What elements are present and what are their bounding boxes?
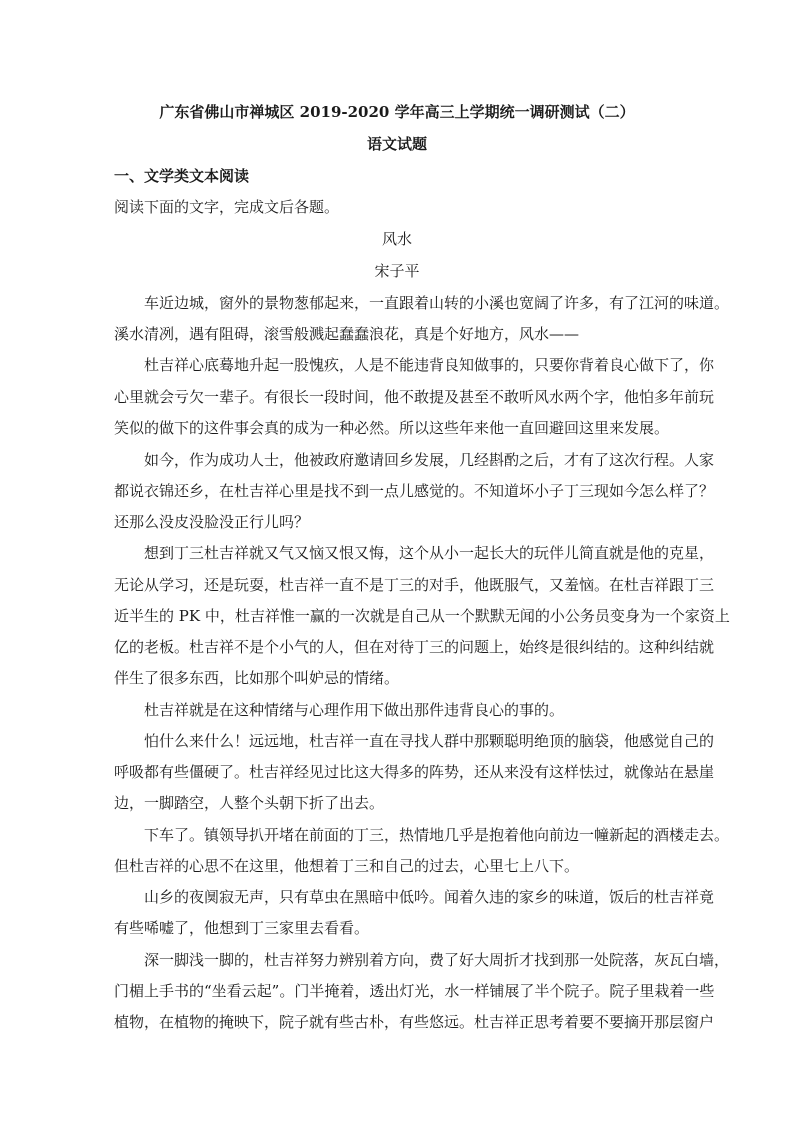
body-line: 但杜吉祥的心思不在这里，他想着丁三和自己的过去，心里七上八下。 [114,857,580,875]
body-line: 边，一脚踏空，人整个头朝下折了出去。 [114,794,385,812]
body-line: 山乡的夜阒寂无声，只有草虫在黑暗中低吟。闻着久违的家乡的味道，饭后的杜吉祥竟 [144,888,715,906]
body-line: 伴生了很多东西，比如那个叫妒忌的情绪。 [114,669,400,687]
body-line: 亿的老板。杜吉祥不是个小气的人，但在对待丁三的问题上，始终是很纠结的。这种纠结就 [114,638,715,656]
body-line: 杜吉祥就是在这种情绪与心理作用下做出那件违背良心的事的。 [144,701,565,719]
body-line: 有些唏嘘了，他想到丁三家里去看看。 [114,919,370,937]
story-title: 风水 [381,230,412,248]
body-line: 下车了。镇领导扒开堵在前面的丁三，热情地几乎是抱着他向前边一幢新起的酒楼走去。 [144,826,730,844]
section-heading: 一、文学类文本阅读 [114,167,250,185]
document-title: 广东省佛山市禅城区 2019-2020 学年高三上学期统一调研测试（二） [159,103,635,121]
body-line: 怕什么来什么！远远地，杜吉祥一直在寻找人群中那颗聪明绝顶的脑袋，他感觉自己的 [144,732,715,750]
body-line: 深一脚浅一脚的，杜吉祥努力辨别着方向，费了好大周折才找到那一处院落，灰瓦白墙， [144,951,730,969]
body-line: 门楣上手书的“坐看云起”。门半掩着，透出灯光，水一样铺展了半个院子。院子里栽着一些 [114,982,715,1000]
body-line: 都说衣锦还乡，在杜吉祥心里是找不到一点儿感觉的。不知道坏小子丁三现如今怎么样了？ [114,482,715,500]
body-line: 想到丁三杜吉祥就又气又恼又恨又悔，这个从小一起长大的玩伴儿简直就是他的克星， [144,544,715,562]
document-subtitle: 语文试题 [366,135,427,153]
body-line: 杜吉祥心底蓦地升起一股愧疚，人是不能违背良知做事的，只要你背着良心做下了，你 [144,356,715,374]
body-line: 溪水清冽，遇有阻碍，滚雪般溅起蠢蠢浪花，真是个好地方，风水—— [114,325,580,343]
body-line: 笑似的做下的这件事会真的成为一种必然。所以这些年来他一直回避回这里来发展。 [114,419,670,437]
body-line: 如今，作为成功人士，他被政府邀请回乡发展，几经斟酌之后，才有了这次行程。人家 [144,451,715,469]
body-line: 心里就会亏欠一辈子。有很长一段时间，他不敢提及甚至不敢听风水两个字，他怕多年前玩 [114,388,715,406]
body-line: 无论从学习，还是玩耍，杜吉祥一直不是丁三的对手，他既服气，又羞恼。在杜吉祥跟丁三 [114,576,715,594]
body-line: 还那么没皮没脸没正行儿吗？ [114,513,310,531]
body-line: 呼吸都有些僵硬了。杜吉祥经见过比这大得多的阵势，还从来没有这样怯过，就像站在悬崖 [114,763,715,781]
instruction-text: 阅读下面的文字，完成文后各题。 [114,198,340,216]
body-line: 植物，在植物的掩映下，院子就有些古朴，有些悠远。杜吉祥正思考着要不要摘开那层窗户 [114,1013,715,1031]
body-line: 车近边城，窗外的景物葱郁起来，一直跟着山转的小溪也宽阔了许多，有了江河的味道。 [144,294,730,312]
body-line: 近半生的 PK 中，杜吉祥惟一赢的一次就是自己从一个默默无闻的小公务员变身为一个家资上 [114,607,730,625]
story-author: 宋子平 [374,262,420,280]
